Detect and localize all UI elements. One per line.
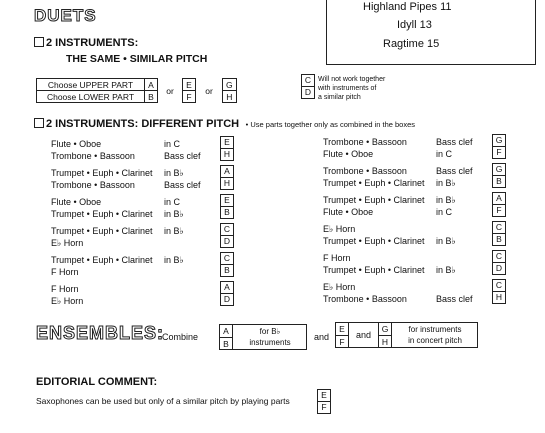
part-box: A F — [492, 192, 506, 217]
instrument-label: E♭ Horn — [51, 238, 84, 248]
instrument-label: Trumpet • Euph • Clarinet — [323, 236, 425, 246]
instrument-label: Trumpet • Euph • Clarinet — [51, 168, 153, 178]
checkbox-icon — [34, 118, 44, 128]
part-box: A D — [220, 281, 234, 306]
choose-upper-label: Choose UPPER PART — [37, 79, 145, 91]
key-label: Bass clef — [164, 151, 201, 161]
and-label: and — [314, 332, 330, 342]
instrument-label: Trombone • Bassoon — [323, 137, 407, 147]
instrument-label: Flute • Oboe — [51, 139, 102, 149]
instrument-label: E♭ Horn — [323, 282, 356, 292]
part-box: E H — [220, 136, 234, 161]
instrument-label: Trumpet • Euph • Clarinet — [51, 209, 153, 219]
editorial-text: Saxophones can be used but only of a similar pitch by playing parts — [36, 396, 290, 406]
choose-lower-label: Choose LOWER PART — [37, 91, 145, 103]
key-label: in C — [436, 207, 453, 217]
part-box: E B — [220, 194, 234, 219]
instrument-label: Trumpet • Euph • Clarinet — [51, 226, 153, 236]
part-cell: B — [145, 91, 158, 103]
instrument-label: F Horn — [51, 284, 79, 294]
key-label: in C — [164, 197, 181, 207]
part-box: C H — [492, 279, 506, 304]
instrument-label: E♭ Horn — [51, 296, 84, 306]
key-label: in B♭ — [164, 168, 184, 178]
part-box: A H — [220, 165, 234, 190]
editorial-box: E F — [317, 389, 331, 414]
key-label: in B♭ — [436, 178, 456, 188]
part-cell: G — [223, 79, 237, 91]
program-item: Idyll 13 — [397, 19, 432, 31]
different-pitch-heading: 2 INSTRUMENTS: DIFFERENT PITCH • Use parts together only as combined in the boxes — [34, 118, 415, 130]
part-box: G F — [492, 134, 506, 159]
key-label: in C — [164, 139, 181, 149]
key-label: in C — [436, 149, 453, 159]
ensemble-box-1: A B for B♭ instruments — [219, 324, 307, 350]
key-label: Bass clef — [436, 294, 473, 304]
instrument-label: F Horn — [323, 253, 351, 263]
instrument-label: Trumpet • Euph • Clarinet — [51, 255, 153, 265]
key-label: Bass clef — [436, 137, 473, 147]
instrument-label: Trombone • Bassoon — [323, 166, 407, 176]
part-box: G B — [492, 163, 506, 188]
key-label: in B♭ — [436, 265, 456, 275]
or-label: or — [158, 79, 183, 103]
ensembles-title: ENSEMBLES: — [36, 323, 165, 343]
combine-label: Combine — [162, 332, 199, 342]
part-box: C B — [492, 221, 506, 246]
instrument-label: Trombone • Bassoon — [51, 151, 135, 161]
part-cell: F — [183, 91, 196, 103]
part-cell: A — [145, 79, 158, 91]
instrument-label: Trumpet • Euph • Clarinet — [323, 178, 425, 188]
or-label: or — [196, 79, 223, 103]
key-label: Bass clef — [436, 166, 473, 176]
part-cell: H — [223, 91, 237, 103]
part-box: C D — [220, 223, 234, 248]
part-box: C B — [220, 252, 234, 277]
key-label: in B♭ — [164, 255, 184, 265]
instrument-label: Flute • Oboe — [323, 149, 374, 159]
checkbox-icon — [34, 37, 44, 47]
instrument-label: Trombone • Bassoon — [323, 294, 407, 304]
program-item: Ragtime 15 — [383, 38, 440, 50]
instrument-label: Trumpet • Euph • Clarinet — [323, 265, 425, 275]
part-box: C D — [492, 250, 506, 275]
same-pitch-subheading: THE SAME • SIMILAR PITCH — [66, 53, 208, 65]
page-title: DUETS — [34, 6, 97, 25]
instrument-label: Trumpet • Euph • Clarinet — [323, 195, 425, 205]
ensemble-box-2: E F and G H for instruments in concert pitch — [335, 322, 478, 348]
key-label: in B♭ — [164, 209, 184, 219]
instrument-label: Flute • Oboe — [51, 197, 102, 207]
program-box — [326, 0, 536, 65]
instrument-label: E♭ Horn — [323, 224, 356, 234]
key-label: in B♭ — [436, 195, 456, 205]
warning-box: C D — [301, 74, 315, 99]
warning-text: Will not work together with instruments of a similar pitch — [318, 76, 386, 101]
instrument-label: F Horn — [51, 267, 79, 277]
editorial-heading: EDITORIAL COMMENT: — [36, 376, 158, 388]
key-label: in B♭ — [164, 226, 184, 236]
same-pitch-heading: 2 INSTRUMENTS: — [34, 37, 138, 49]
part-cell: E — [183, 79, 196, 91]
program-item: Highland Pipes 11 — [363, 1, 452, 13]
instrument-label: Flute • Oboe — [323, 207, 374, 217]
key-label: Bass clef — [164, 180, 201, 190]
key-label: in B♭ — [436, 236, 456, 246]
choose-parts-table — [36, 78, 237, 103]
instrument-label: Trombone • Bassoon — [51, 180, 135, 190]
